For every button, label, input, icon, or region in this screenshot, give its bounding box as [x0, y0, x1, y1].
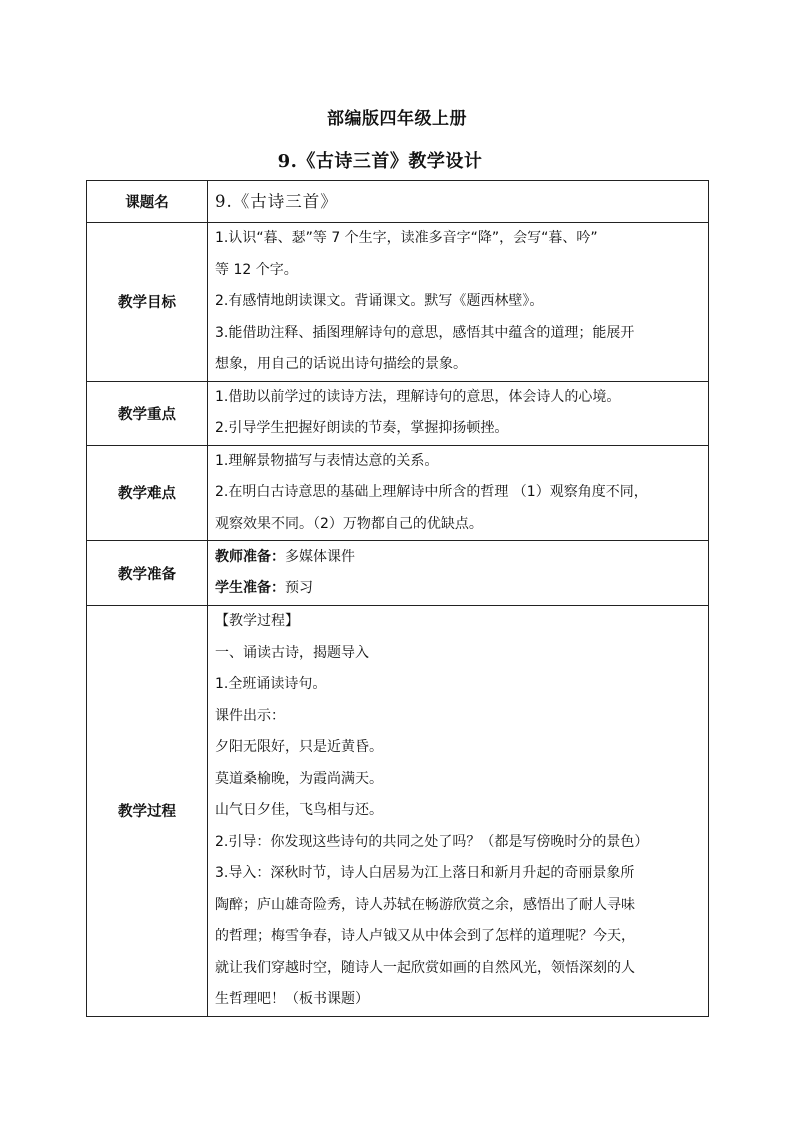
key-points-row [87, 381, 709, 445]
student-preparation-value: 预习 [285, 580, 313, 596]
process-line: 【教学过程】 [215, 613, 299, 629]
document-title: 部编版四年级上册 [327, 109, 467, 129]
difficulties-label: 教学难点 [87, 445, 208, 541]
goals-line: 2.有感情地朗读课文。背诵课文。默写《题西林壁》。 [215, 293, 544, 309]
process-line: 课件出示： [215, 707, 285, 724]
document-subtitle: 9.《古诗三首》教学设计 [277, 151, 483, 172]
topic-row [87, 181, 709, 223]
preparation-row [87, 541, 709, 606]
goals-line: 等 12 个字。 [215, 261, 298, 278]
student-preparation-label: 学生准备： [215, 580, 285, 596]
goals-row [87, 223, 709, 382]
goals-line: 1.认识“暮、瑟”等 7 个生字，读准多音字“降”，会写“暮、吟” [215, 230, 598, 246]
process-label: 教学过程 [87, 606, 208, 1017]
process-row [87, 606, 709, 1017]
teacher-preparation-value: 多媒体课件 [285, 548, 355, 565]
key-points-cell [208, 381, 709, 445]
process-line: 陶醉；庐山雄奇险秀，诗人苏轼在畅游欣赏之余，感悟出了耐人寻味 [215, 896, 635, 913]
key-points-line: 2.引导学生把握好朗读的节奏，掌握抑扬顿挫。 [215, 420, 509, 436]
process-cell [208, 606, 709, 1017]
difficulties-line: 1.理解景物描写与表情达意的关系。 [215, 452, 439, 469]
topic-value: 9.《古诗三首》 [215, 191, 338, 211]
process-line: 的哲理；梅雪争春，诗人卢钺又从中体会到了怎样的道理呢？今天， [215, 928, 635, 944]
key-points-label: 教学重点 [87, 381, 208, 445]
difficulties-row [87, 445, 709, 541]
goals-line: 想象，用自己的话说出诗句描绘的景象。 [215, 356, 467, 372]
teacher-preparation-label: 教师准备： [215, 548, 285, 565]
process-line: 山气日夕佳，飞鸟相与还。 [215, 802, 383, 818]
process-line: 莫道桑榆晚，为霞尚满天。 [215, 770, 383, 787]
lesson-plan-table [86, 180, 709, 1017]
difficulties-line: 2.在明白古诗意思的基础上理解诗中所含的哲理 （1）观察角度不同， [215, 484, 648, 500]
student-preparation [215, 573, 702, 605]
topic-cell [208, 181, 709, 223]
key-points-line: 1.借助以前学过的读诗方法，理解诗句的意思，体会诗人的心境。 [215, 388, 621, 405]
process-line: 一、诵读古诗，揭题导入 [215, 644, 369, 661]
process-line: 就让我们穿越时空，随诗人一起欣赏如画的自然风光，领悟深刻的人 [215, 959, 635, 976]
teacher-preparation [215, 542, 702, 574]
goals-line: 3.能借助注释、插图理解诗句的意思，感悟其中蕴含的道理；能展开 [215, 324, 635, 341]
difficulties-cell [208, 445, 709, 541]
goals-label: 教学目标 [87, 223, 208, 382]
goals-cell [208, 223, 709, 382]
process-line: 夕阳无限好，只是近黄昏。 [215, 739, 383, 755]
process-line: 1.全班诵读诗句。 [215, 676, 327, 692]
process-line: 2.引导：你发现这些诗句的共同之处了吗？（都是写傍晚时分的景色） [215, 833, 649, 850]
process-line: 生哲理吧！（板书课题） [215, 991, 369, 1007]
topic-label: 课题名 [87, 181, 208, 223]
preparation-label: 教学准备 [87, 541, 208, 606]
preparation-cell [208, 541, 709, 606]
difficulties-line: 观察效果不同。（2）万物都自己的优缺点。 [215, 515, 483, 532]
process-line: 3.导入：深秋时节，诗人白居易为江上落日和新月升起的奇丽景象所 [215, 865, 635, 881]
